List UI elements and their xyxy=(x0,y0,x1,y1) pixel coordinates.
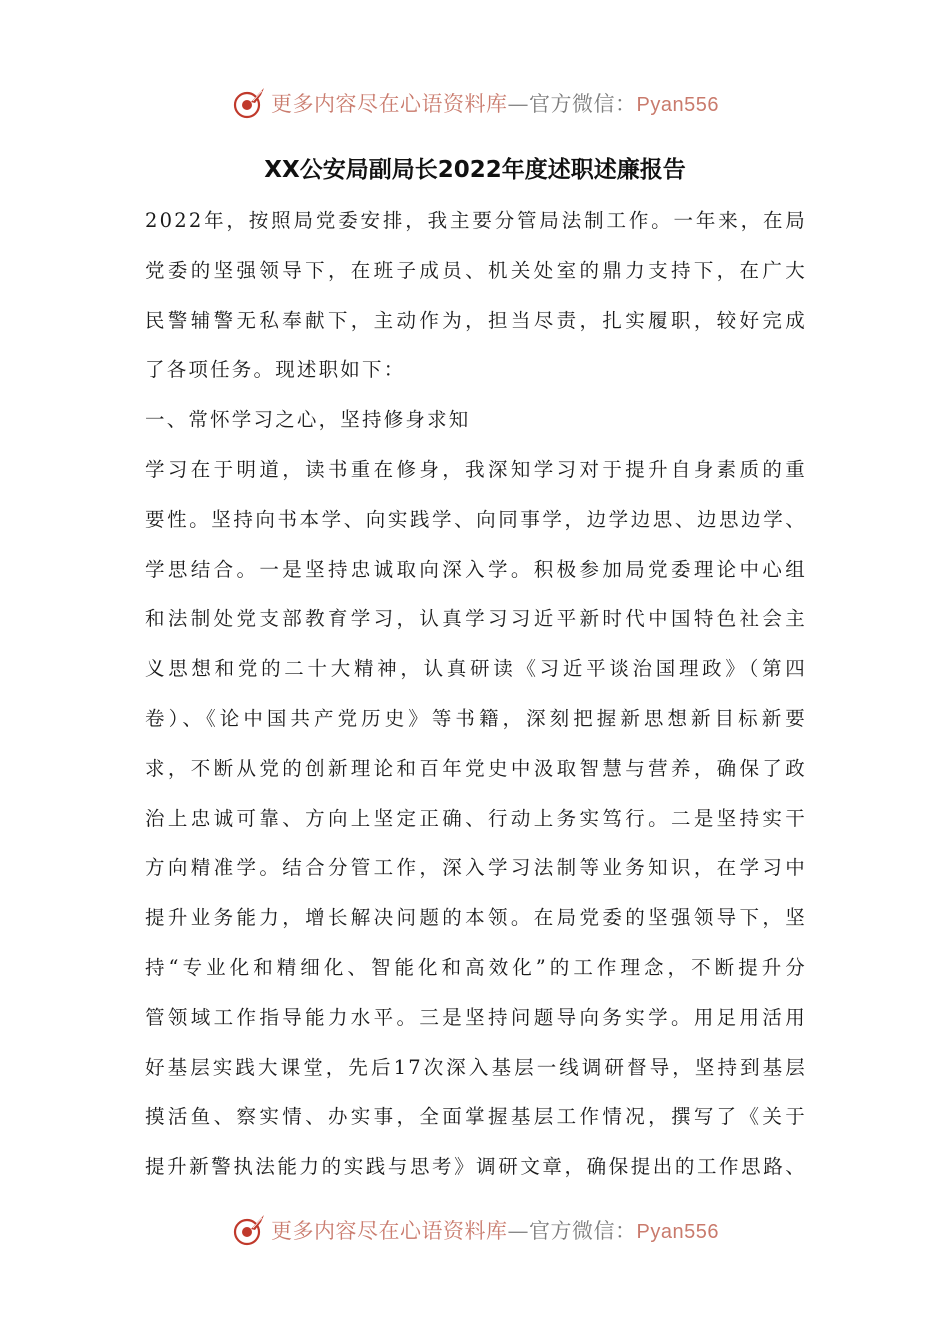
body-line: 2022年，按照局党委安排，我主要分管局法制工作。一年来，在局 xyxy=(145,209,807,232)
body-line: 持“专业化和精细化、智能化和高效化”的工作理念，不断提升分 xyxy=(145,955,807,979)
body-line: 求，不断从党的创新理论和百年党史中汲取智慧与营养，确保了政 xyxy=(145,756,807,780)
quill-logo-icon xyxy=(231,85,267,121)
body-line: 民警辅警无私奉献下，主动作为，担当尽责，扎实履职，较好完成 xyxy=(145,308,807,332)
body-line: 了各项任务。现述职如下： xyxy=(145,358,406,382)
body-line: 摸活鱼、察实情、办实事，全面掌握基层工作情况，撰写了《关于 xyxy=(145,1105,807,1129)
watermark-wechat-id: Pyan556 xyxy=(636,1221,719,1243)
body-line: 义思想和党的二十大精神，认真研读《习近平谈治国理政》（第四 xyxy=(145,657,807,681)
body-line: 卷）、《论中国共产党历史》等书籍，深刻把握新思想新目标新要 xyxy=(145,706,807,730)
watermark-wechat-id: Pyan556 xyxy=(636,94,719,116)
watermark-dash: — xyxy=(507,92,530,116)
body-line: 治上忠诚可靠、方向上坚定正确、行动上务实笃行。二是坚持实干 xyxy=(145,806,807,830)
body-line: 好基层实践大课堂，先后17次深入基层一线调研督导，坚持到基层 xyxy=(145,1055,807,1079)
watermark-brand: 更多内容尽在心语资料库 xyxy=(271,92,508,116)
document-body xyxy=(145,196,807,1192)
body-line: 学思结合。一是坚持忠诚取向深入学。积极参加局党委理论中心组 xyxy=(145,557,807,581)
body-line: 党委的坚强领导下，在班子成员、机关处室的鼎力支持下，在广大 xyxy=(145,258,807,282)
body-line: 提升新警执法能力的实践与思考》调研文章，确保提出的工作思路、 xyxy=(145,1155,807,1179)
document-title: XX公安局副局长2022年度述职述廉报告 xyxy=(264,157,686,183)
body-line: 管领域工作指导能力水平。三是坚持问题导向务实学。用足用活用 xyxy=(145,1005,807,1029)
body-line: 学习在于明道，读书重在修身，我深知学习对于提升自身素质的重 xyxy=(145,457,807,481)
body-line: 和法制处党支部教育学习，认真学习习近平新时代中国特色社会主 xyxy=(145,607,807,631)
watermark-wechat-label: 官方微信： xyxy=(529,92,637,116)
body-line: 要性。坚持向书本学、向实践学、向同事学，边学边思、边思边学、 xyxy=(145,507,807,531)
quill-logo-icon xyxy=(231,1212,267,1248)
watermark-brand: 更多内容尽在心语资料库 xyxy=(271,1219,508,1243)
watermark-wechat-label: 官方微信： xyxy=(529,1219,637,1243)
header-watermark xyxy=(0,83,950,123)
watermark-dash: — xyxy=(507,1219,530,1243)
section-heading: 一、常怀学习之心，坚持修身求知 xyxy=(145,408,471,432)
body-line: 提升业务能力，增长解决问题的本领。在局党委的坚强领导下，坚 xyxy=(145,906,807,930)
body-line: 方向精准学。结合分管工作，深入学习法制等业务知识，在学习中 xyxy=(145,856,807,880)
footer-watermark xyxy=(0,1210,950,1250)
